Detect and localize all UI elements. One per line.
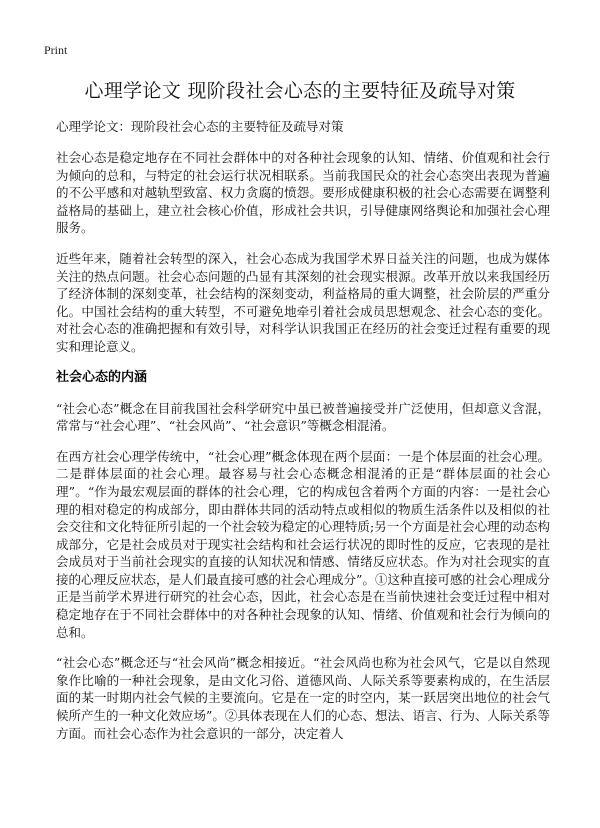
paragraph-definition: 社会心态是稳定地存在不同社会群体中的对各种社会现象的认知、情绪、价值观和社会行为倾向的总和，与特定的社会运行状况相联系。当前我国民众的社会心态突出表现为普遍的不公平感和对越轨型致富、权力贪腐的愤怨。要形成健康积极的社会心态需要在调整利益格局的基础上，建立社会核心价值，形成社会共识，引导健康网络舆论和加强社会心理服务。 — [56, 150, 550, 236]
document-title: 心理学论文 现阶段社会心态的主要特征及疏导对策 — [84, 80, 516, 102]
print-link[interactable]: Print — [44, 43, 68, 57]
paragraph-background: 近些年来，随着社会转型的深入，社会心态成为我国学术界日益关注的问题，也成为媒体关注的热点问题。社会心态问题的凸显有其深刻的社会现实根源。改革开放以来我国经历了经济体制的深刻变革，社会结构的深刻变动，利益格局的重大调整，社会阶层的严重分化。中国社会结构的重大转型，不可避免地牵引着社会成员思想观念、社会心态的变化。对社会心态的准确把握和有效引导，对科学认识我国正在经历的社会变迁过程有重要的现实和理论意义。 — [56, 250, 550, 354]
section-heading: 社会心态的内涵 — [56, 369, 148, 385]
paragraph-western-tradition: 在西方社会心理学传统中，“社会心理”概念体现在两个层面：一是个体层面的社会心理。二是群体层面的社会心理。最容易与社会心态概念相混淆的正是“群体层面的社会心理”。“作为最宏观层面的群体的社会心理，它的构成包含着两个方面的内容：一是社会心理的相对稳定的构成部分，即由群体共同的活动特点或相似的物质生活条件以及相似的社会交往和文化特征所引起的一个社会较为稳定的心理特质;另一个方面是社会心理的动态构成部分，它是社会成员对于现实社会结构和社会运行状况的即时性的反应，它表现的是社会成员对于当前社会现实的直接的认知状况和情感、情绪反应状态。作为对社会现实的直接的心理反应状态，是人们最直接可感的社会心理成分”。①这种直接可感的社会心理成分正是当前学术界进行研究的社会心态，因此，社会心态是在当前快速社会变迁过程中相对稳定地存在于不同社会群体中的对各种社会现象的认知、情绪、价值观和社会行为倾向的总和。 — [56, 448, 550, 640]
document-subtitle: 心理学论文：现阶段社会心态的主要特征及疏导对策 — [56, 119, 344, 134]
paragraph-social-fashion: “社会心态”概念还与“社会风尚”概念相接近。“社会风尚也称为社会风气，它是以自然现象作比喻的一种社会现象，是由文化习俗、道德风尚、人际关系等要素构成的，在生活层面的某一时期内社会气候的主要流向。它是在一定的时空内，某一跃居突出地位的社会气候所产生的一种文化效应场”。②具体表现在人们的心态、想法、语言、行为、人际关系等方面。而社会心态作为社会意识的一部分，决定着人 — [56, 655, 550, 741]
paragraph-concept-usage: “社会心态”概念在目前我国社会科学研究中虽已被普遍接受并广泛使用，但却意义含混，常常与“社会心理”、“社会风尚”、“社会意识”等概念相混淆。 — [56, 400, 550, 434]
document-body — [56, 118, 550, 755]
